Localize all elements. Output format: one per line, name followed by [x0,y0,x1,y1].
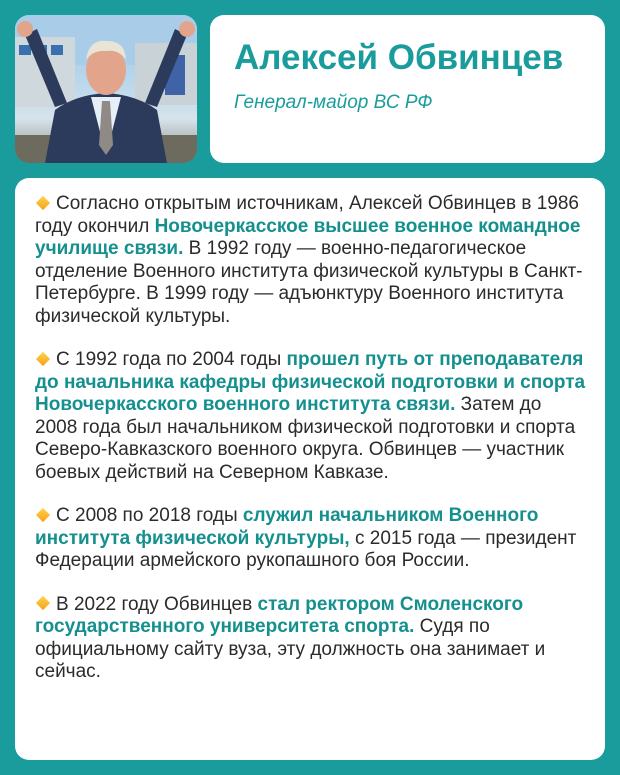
bio-paragraph: Согласно открытым источникам, Алексей Обвинцев в 1986 году окончил Новочеркасское высшее военное командное училище связи. В 1992 году — военно-педагогическое отделение Военного института физической культуры в Санкт-Петербурге. В 1999 году — адъюнктуру Военного института физической культуры. [35,193,583,327]
person-title: Генерал-майор ВС РФ [234,92,433,113]
portrait-photo [15,15,197,163]
bio-paragraph: С 1992 года по 2004 годы прошел путь от преподавателя до начальника кафедры физической подготовки и спорта Новочеркасского военного института связи. Затем до 2008 года был начальником физической подготовки и спорта Северо-Кавказского военного округа. Обвинцев — участник боевых действий на Северном Кавказе. [35,349,586,483]
bio-paragraph: В 2022 году Обвинцев стал ректором Смоленского государственного университета спорта. Судя по официальному сайту вуза, эту должность она занимает и сейчас. [35,593,546,682]
bio-paragraph: С 2008 по 2018 годы служил начальником Военного института физической культуры, с 2015 года — президент Федерации армейского рукопашного боя России. [35,505,577,571]
biography-card [15,178,605,760]
highlight-text: прошел путь от преподавателя до начальника кафедры физической подготовки и спорта Новочеркасского военного института связи. [35,349,586,415]
highlight-text: Новочеркасское высшее военное командное училище связи. [35,215,581,259]
diamond-bullet-icon [36,352,50,366]
header-card [210,15,605,163]
diamond-bullet-icon [36,508,50,522]
person-name: Алексей Обвинцев [234,38,564,77]
diamond-bullet-icon [36,196,50,210]
highlight-text: стал ректором Смоленского государственного университета спорта. [35,593,524,637]
diamond-bullet-icon [36,596,50,610]
highlight-text: служил начальником Военного института физической культуры, [35,505,539,549]
